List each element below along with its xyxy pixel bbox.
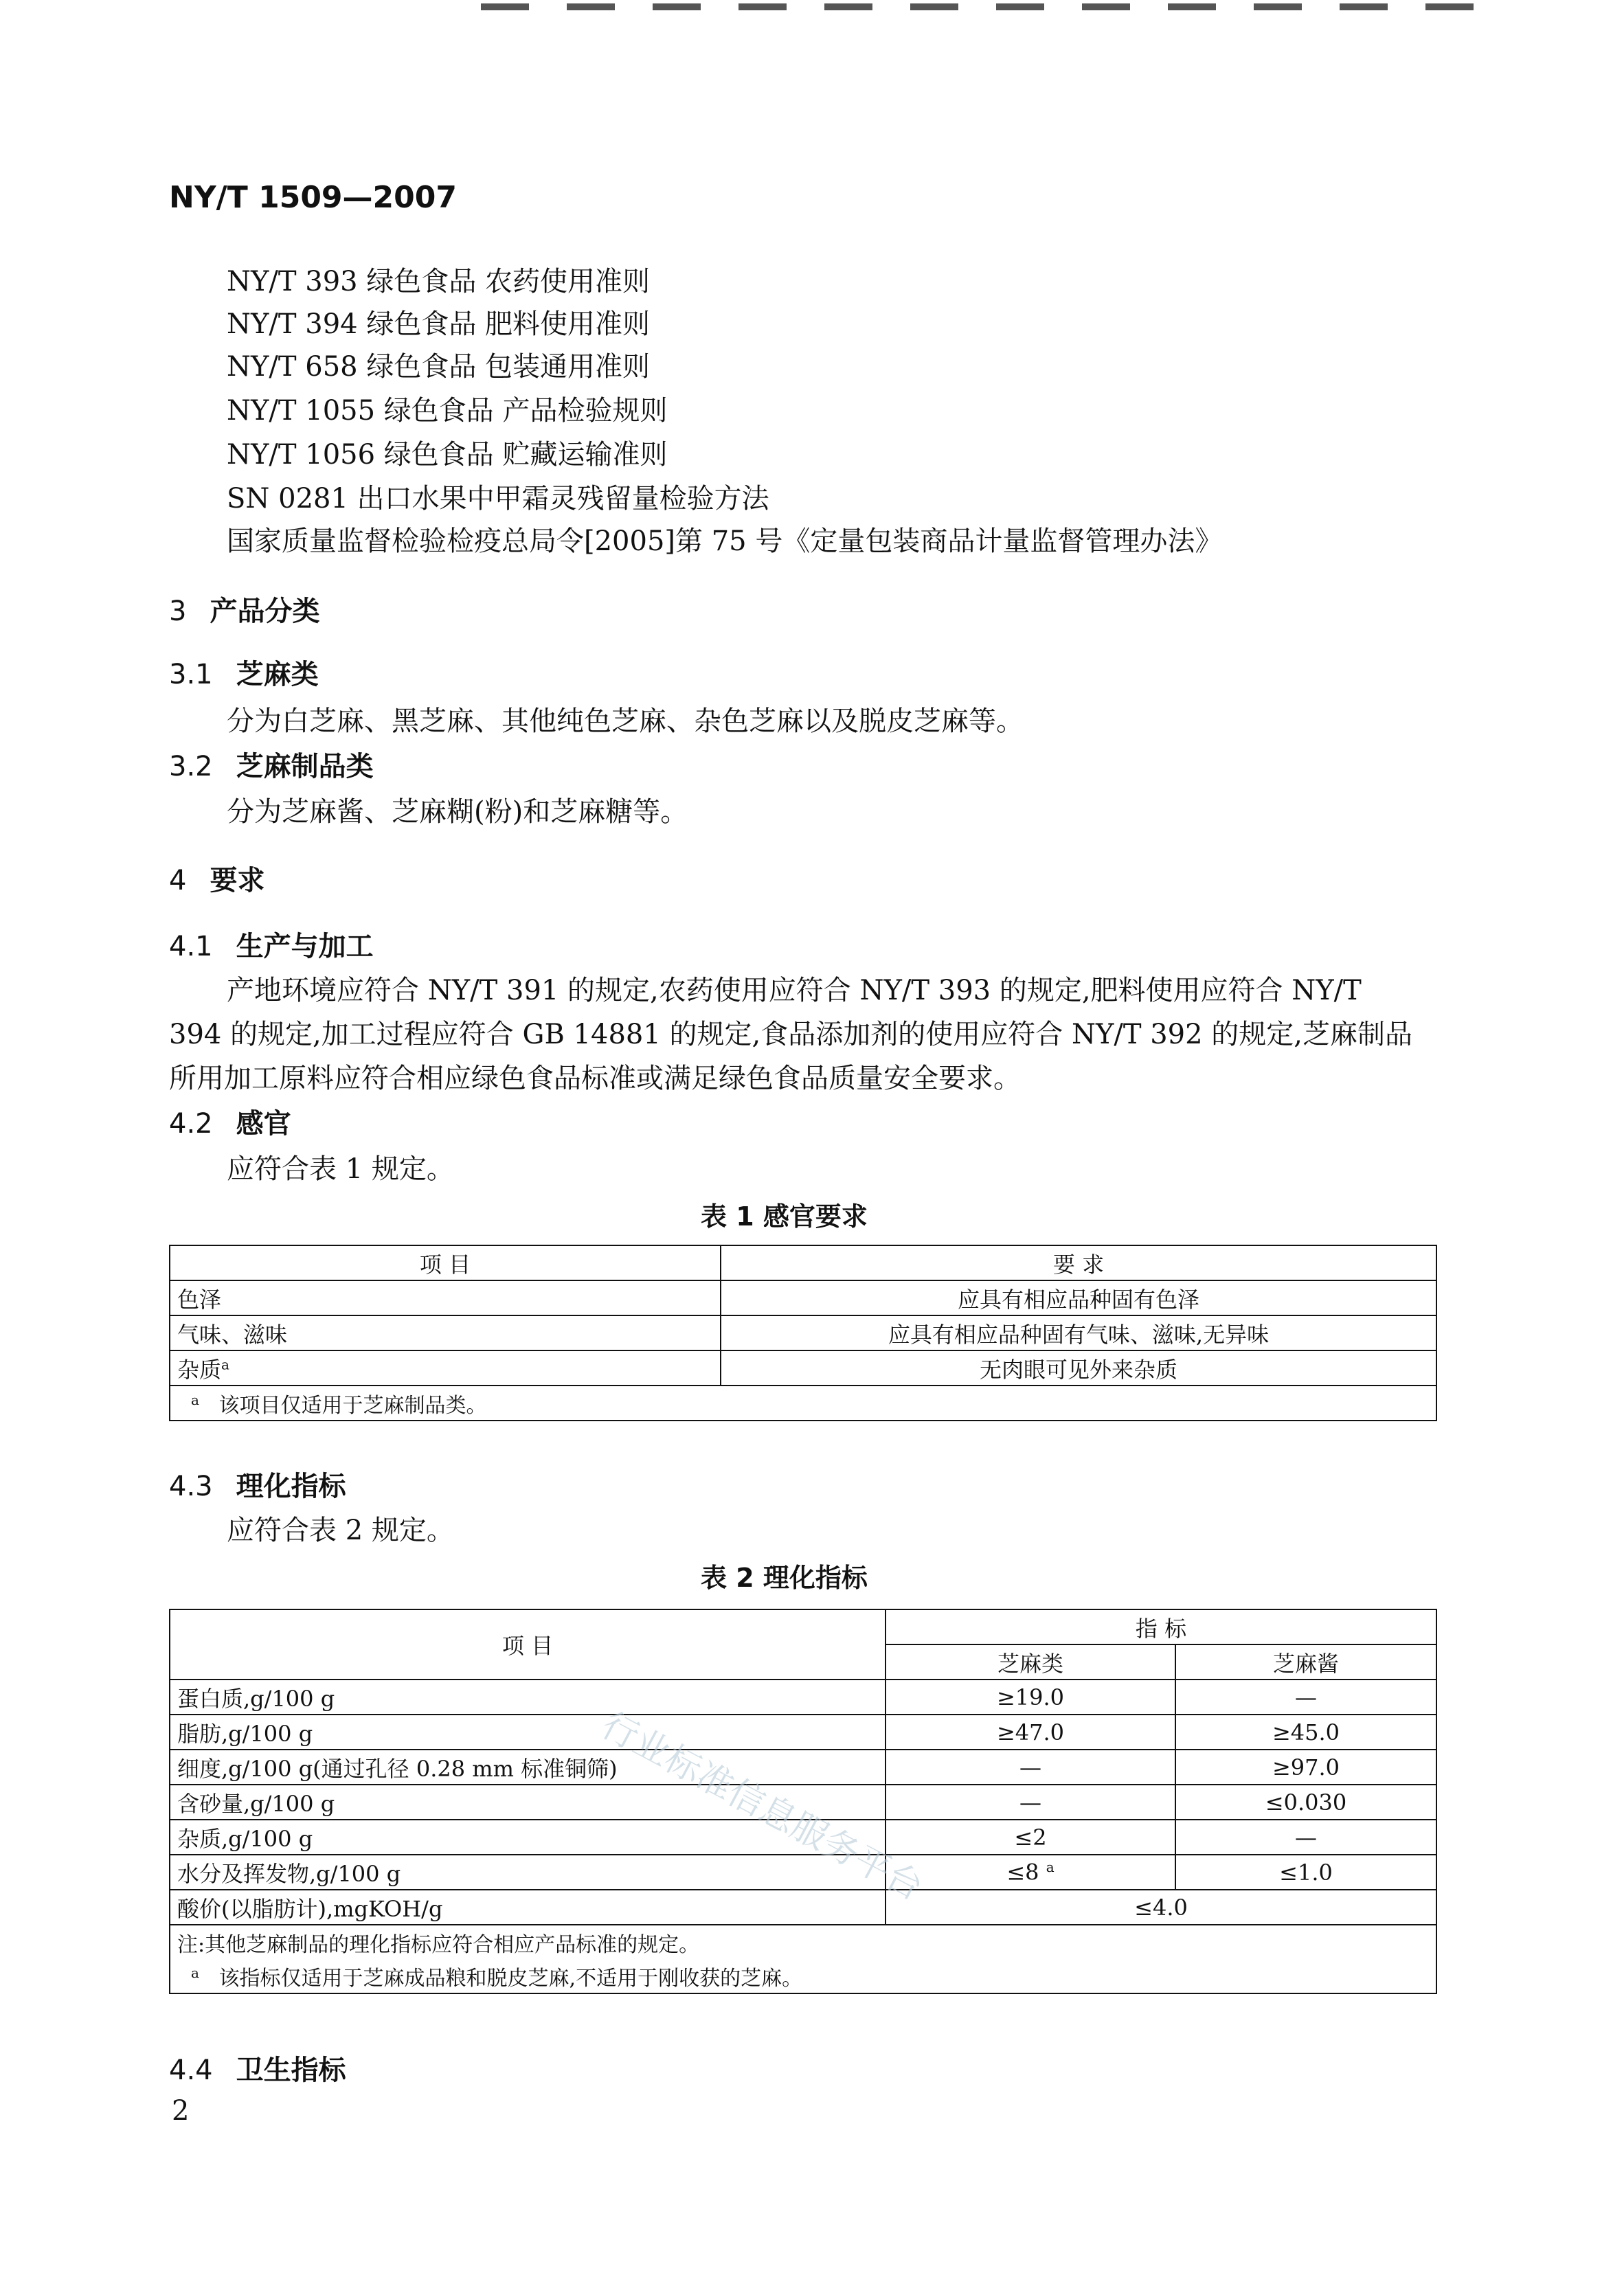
table-row xyxy=(170,1890,1436,1925)
table-cell: — xyxy=(1175,1820,1436,1855)
section-4-3-text: 应符合表 2 规定。 xyxy=(227,1515,454,1546)
section-number: 3.1 xyxy=(169,659,213,690)
section-title: 感官 xyxy=(236,1108,291,1140)
section-title: 理化指标 xyxy=(236,1471,346,1502)
table-cell: 酸价(以脂肪计),mgKOH/g xyxy=(170,1890,886,1925)
footnote-marker: a xyxy=(191,1391,199,1408)
cell-text: 杂质 xyxy=(177,1356,222,1383)
section-title: 生产与加工 xyxy=(236,931,374,962)
section-title: 芝麻制品类 xyxy=(236,751,374,782)
table-cell: — xyxy=(886,1785,1175,1820)
reference-item: NY/T 658 绿色食品 包装通用准则 xyxy=(227,351,651,383)
section-4-1-line: 所用加工原料应符合相应绿色食品标准或满足绿色食品质量安全要求。 xyxy=(169,1063,1021,1094)
table-cell: ≥45.0 xyxy=(1175,1715,1436,1750)
section-number: 3 xyxy=(169,596,187,627)
table-cell: 杂质,g/100 g xyxy=(170,1820,886,1855)
section-3-1-heading xyxy=(169,653,319,692)
footnote-marker: a xyxy=(191,1964,199,1981)
table-1-caption: 表 1 感官要求 xyxy=(701,1201,868,1232)
column-header: 项 目 xyxy=(170,1245,721,1280)
reference-item: 国家质量监督检验检疫总局令[2005]第 75 号《定量包装商品计量监督管理办法》 xyxy=(227,525,1223,557)
reference-item: NY/T 1056 绿色食品 贮藏运输准则 xyxy=(227,439,668,471)
footnote-text: 该指标仅适用于芝麻成品粮和脱皮芝麻,不适用于刚收获的芝麻。 xyxy=(218,1966,803,1991)
reference-item: NY/T 394 绿色食品 肥料使用准则 xyxy=(227,308,651,340)
section-3-2-text: 分为芝麻酱、芝麻糊(粉)和芝麻糖等。 xyxy=(227,796,688,828)
section-4-3-heading xyxy=(169,1465,346,1504)
section-number: 4.2 xyxy=(169,1108,213,1140)
table-cell: ≤2 xyxy=(886,1820,1175,1855)
section-4-2-text: 应符合表 1 规定。 xyxy=(227,1153,454,1185)
column-header: 要 求 xyxy=(721,1245,1436,1280)
section-number: 4.4 xyxy=(169,2055,213,2086)
table-cell: ≥97.0 xyxy=(1175,1750,1436,1785)
table-cell: 气味、滋味 xyxy=(170,1315,721,1350)
column-header: 芝麻类 xyxy=(886,1644,1175,1680)
table-footnote xyxy=(170,1959,1436,1993)
section-3-heading xyxy=(169,589,319,629)
column-header: 项 目 xyxy=(170,1609,886,1680)
section-title: 产品分类 xyxy=(210,596,320,627)
section-4-2-heading xyxy=(169,1102,291,1141)
section-4-4-heading xyxy=(169,2048,346,2088)
reference-item: NY/T 1055 绿色食品 产品检验规则 xyxy=(227,395,668,427)
table-cell: 含砂量,g/100 g xyxy=(170,1785,886,1820)
table-cell: ≤0.030 xyxy=(1175,1785,1436,1820)
table-note: 注:其他芝麻制品的理化指标应符合相应产品标准的规定。 xyxy=(170,1925,1436,1959)
table-cell: 细度,g/100 g(通过孔径 0.28 mm 标准铜筛) xyxy=(170,1750,886,1785)
table-cell: 水分及挥发物,g/100 g xyxy=(170,1855,886,1890)
section-4-1-line: 394 的规定,加工过程应符合 GB 14881 的规定,食品添加剂的使用应符合 NY/T 392 的规定,芝麻制品 xyxy=(169,1019,1412,1050)
table-row xyxy=(170,1855,1436,1890)
section-number: 4 xyxy=(169,865,187,896)
footnote-marker: a xyxy=(1046,1859,1055,1876)
section-number: 4.3 xyxy=(169,1471,213,1502)
table-cell: 应具有相应品种固有色泽 xyxy=(721,1280,1436,1315)
page-number: 2 xyxy=(172,2095,190,2127)
standard-code-header: NY/T 1509—2007 xyxy=(169,180,458,215)
table-row xyxy=(170,1680,1436,1715)
table-cell: — xyxy=(886,1750,1175,1785)
table-header-row xyxy=(170,1609,1436,1644)
reference-item: SN 0281 出口水果中甲霜灵残留量检验方法 xyxy=(227,483,769,515)
footnote-marker: a xyxy=(221,1355,229,1372)
table-footnote-row xyxy=(170,1959,1436,1993)
table-header-row xyxy=(170,1245,1436,1280)
table-cell: ≥47.0 xyxy=(886,1715,1175,1750)
table-cell: 无肉眼可见外来杂质 xyxy=(721,1350,1436,1386)
table-footnote-row xyxy=(170,1386,1436,1421)
reference-item: NY/T 393 绿色食品 农药使用准则 xyxy=(227,266,651,297)
column-group-header: 指 标 xyxy=(886,1609,1436,1644)
table-note-row xyxy=(170,1925,1436,1959)
section-3-1-text: 分为白芝麻、黑芝麻、其他纯色芝麻、杂色芝麻以及脱皮芝麻等。 xyxy=(227,705,1024,737)
section-title: 要求 xyxy=(210,865,265,896)
table-cell xyxy=(170,1350,721,1386)
table-cell: 色泽 xyxy=(170,1280,721,1315)
top-scan-marks xyxy=(481,0,1553,10)
watermark: 行业标准信息服务平台 xyxy=(594,1704,930,1909)
table-cell: ≥19.0 xyxy=(886,1680,1175,1715)
cell-text: ≤8 xyxy=(1006,1859,1039,1886)
column-header: 芝麻酱 xyxy=(1175,1644,1436,1680)
section-4-heading xyxy=(169,859,264,898)
table-row xyxy=(170,1350,1436,1386)
table-cell: — xyxy=(1175,1680,1436,1715)
table-footnote xyxy=(170,1386,1436,1421)
table-row xyxy=(170,1315,1436,1350)
footnote-text: 该项目仅适用于芝麻制品类。 xyxy=(218,1393,487,1418)
section-3-2-heading xyxy=(169,745,374,784)
table-row xyxy=(170,1280,1436,1315)
section-title: 芝麻类 xyxy=(236,659,319,690)
section-number: 3.2 xyxy=(169,751,213,782)
table-cell: ≤1.0 xyxy=(1175,1855,1436,1890)
table-2-caption: 表 2 理化指标 xyxy=(701,1563,868,1593)
section-number: 4.1 xyxy=(169,931,213,962)
table-cell: ≤4.0 xyxy=(886,1890,1436,1925)
section-4-1-line: 产地环境应符合 NY/T 391 的规定,农药使用应符合 NY/T 393 的规定,肥料使用应符合 NY/T xyxy=(227,975,1362,1006)
section-title: 卫生指标 xyxy=(236,2055,346,2086)
table-row xyxy=(170,1715,1436,1750)
table-1-sensory xyxy=(169,1245,1437,1421)
table-cell: 蛋白质,g/100 g xyxy=(170,1680,886,1715)
table-cell: 脂肪,g/100 g xyxy=(170,1715,886,1750)
table-row xyxy=(170,1750,1436,1785)
section-4-1-heading xyxy=(169,925,374,964)
table-cell: 应具有相应品种固有气味、滋味,无异味 xyxy=(721,1315,1436,1350)
